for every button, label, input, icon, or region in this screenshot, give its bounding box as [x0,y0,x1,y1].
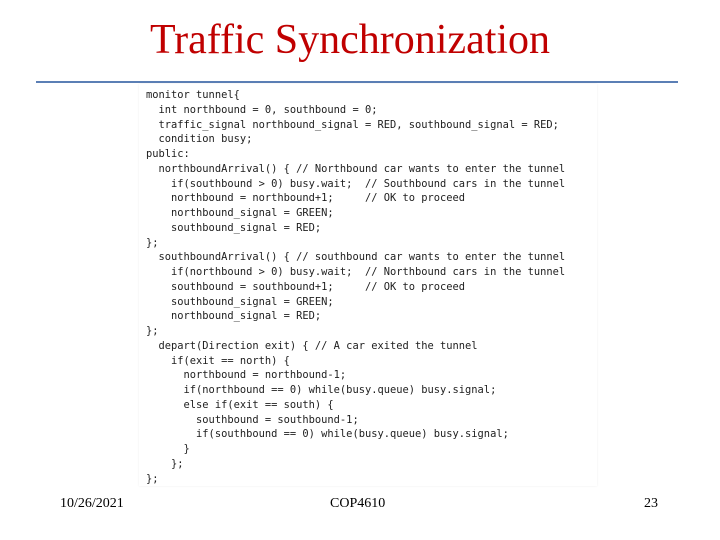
code-line: southbound = southbound+1; // OK to proceed [146,280,466,293]
code-line: southbound_signal = GREEN; [146,295,334,308]
code-line: if(northbound == 0) while(busy.queue) busy.signal; [146,384,497,396]
code-line: southbound_signal = RED; [146,221,322,234]
code-listing [146,88,565,486]
code-line: if(northbound > 0) busy.wait; // Northbound cars in the tunnel [146,266,566,278]
code-line: monitor tunnel{ [146,89,240,101]
code-line: }; [146,325,159,337]
code-line: northbound = northbound-1; [146,369,347,382]
code-line: if(southbound == 0) while(busy.queue) busy.signal; [146,428,509,441]
code-line: else if(exit == south) { [146,398,334,411]
slide-title: Traffic Synchronization [149,17,551,63]
code-line: }; [146,236,159,249]
code-line: condition busy; [146,133,253,146]
code-line: southbound = southbound-1; [146,413,359,426]
code-line: if(exit == north) { [146,354,290,367]
code-line: int northbound = 0, southbound = 0; [146,103,378,116]
code-line: depart(Direction exit) { // A car exited the tunnel [146,339,478,352]
code-line: }; [146,457,184,470]
title-divider [36,81,678,83]
footer-page-number: 23 [644,496,658,511]
code-line: public: [146,148,190,160]
code-line: traffic_signal northbound_signal = RED, southbound_signal = RED; [146,118,559,131]
code-line: northboundArrival() { // Northbound car wants to enter the tunnel [146,162,566,175]
code-line: } [146,443,190,455]
footer-course-name: COP4610 [330,496,386,511]
code-line: if(southbound > 0) busy.wait; // Southbound cars in the tunnel [146,177,566,190]
code-line: northbound_signal = RED; [146,310,322,323]
footer-date: 10/26/2021 [60,496,124,511]
code-line: }; [146,472,159,485]
code-line: northbound = northbound+1; // OK to proceed [146,192,466,205]
code-line: northbound_signal = GREEN; [146,207,334,219]
code-line: southboundArrival() { // southbound car wants to enter the tunnel [146,251,566,264]
